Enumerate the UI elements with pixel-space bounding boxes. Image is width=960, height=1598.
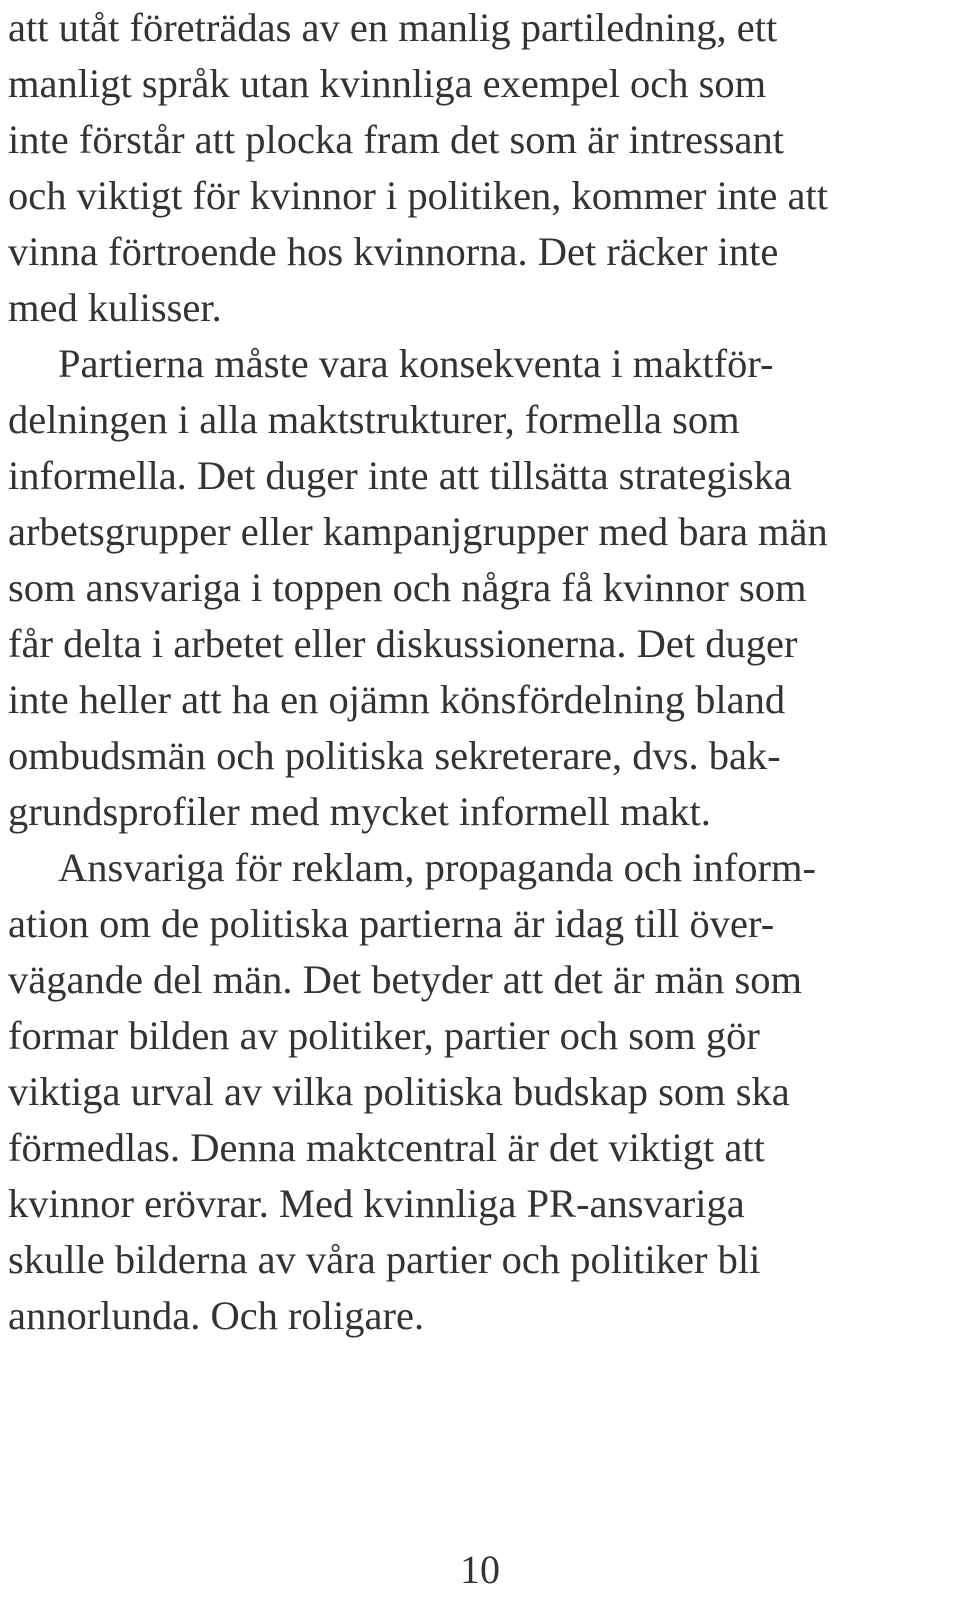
text-line: informella. Det duger inte att tillsätta strategiska xyxy=(8,453,792,498)
text-line: grundsprofiler med mycket informell makt. xyxy=(8,789,711,834)
text-line: Ansvariga för reklam, propaganda och inform- xyxy=(58,845,816,890)
body-text xyxy=(8,0,953,1344)
text-line: arbetsgrupper eller kampanjgrupper med bara män xyxy=(8,509,828,554)
text-line: viktiga urval av vilka politiska budskap som ska xyxy=(8,1069,790,1114)
text-line: manligt språk utan kvinnliga exempel och som xyxy=(8,61,767,106)
text-line: förmedlas. Denna maktcentral är det viktigt att xyxy=(8,1125,765,1170)
text-line: och viktigt för kvinnor i politiken, kommer inte att xyxy=(8,173,828,218)
text-line: formar bilden av politiker, partier och som gör xyxy=(8,1013,760,1058)
text-line: att utåt företrädas av en manlig partiledning, ett xyxy=(8,5,778,50)
text-line: Partierna måste vara konsekventa i maktför- xyxy=(58,341,774,386)
text-line: med kulisser. xyxy=(8,285,222,330)
text-line: annorlunda. Och roligare. xyxy=(8,1293,425,1338)
text-line: ombudsmän och politiska sekreterare, dvs. bak- xyxy=(8,733,781,778)
text-line: får delta i arbetet eller diskussionerna. Det duger xyxy=(8,621,798,666)
text-line: kvinnor erövrar. Med kvinnliga PR-ansvariga xyxy=(8,1181,745,1226)
text-line: inte förstår att plocka fram det som är intressant xyxy=(8,117,784,162)
text-line: skulle bilderna av våra partier och politiker bli xyxy=(8,1237,761,1282)
text-line: vinna förtroende hos kvinnorna. Det räcker inte xyxy=(8,229,779,274)
text-line: som ansvariga i toppen och några få kvinnor som xyxy=(8,565,807,610)
page-number: 10 xyxy=(460,1547,500,1592)
text-line: vägande del män. Det betyder att det är män som xyxy=(8,957,802,1002)
text-line: delningen i alla maktstrukturer, formella som xyxy=(8,397,740,442)
text-line: inte heller att ha en ojämn könsfördelning bland xyxy=(8,677,786,722)
text-line: ation om de politiska partierna är idag till över- xyxy=(8,901,775,946)
